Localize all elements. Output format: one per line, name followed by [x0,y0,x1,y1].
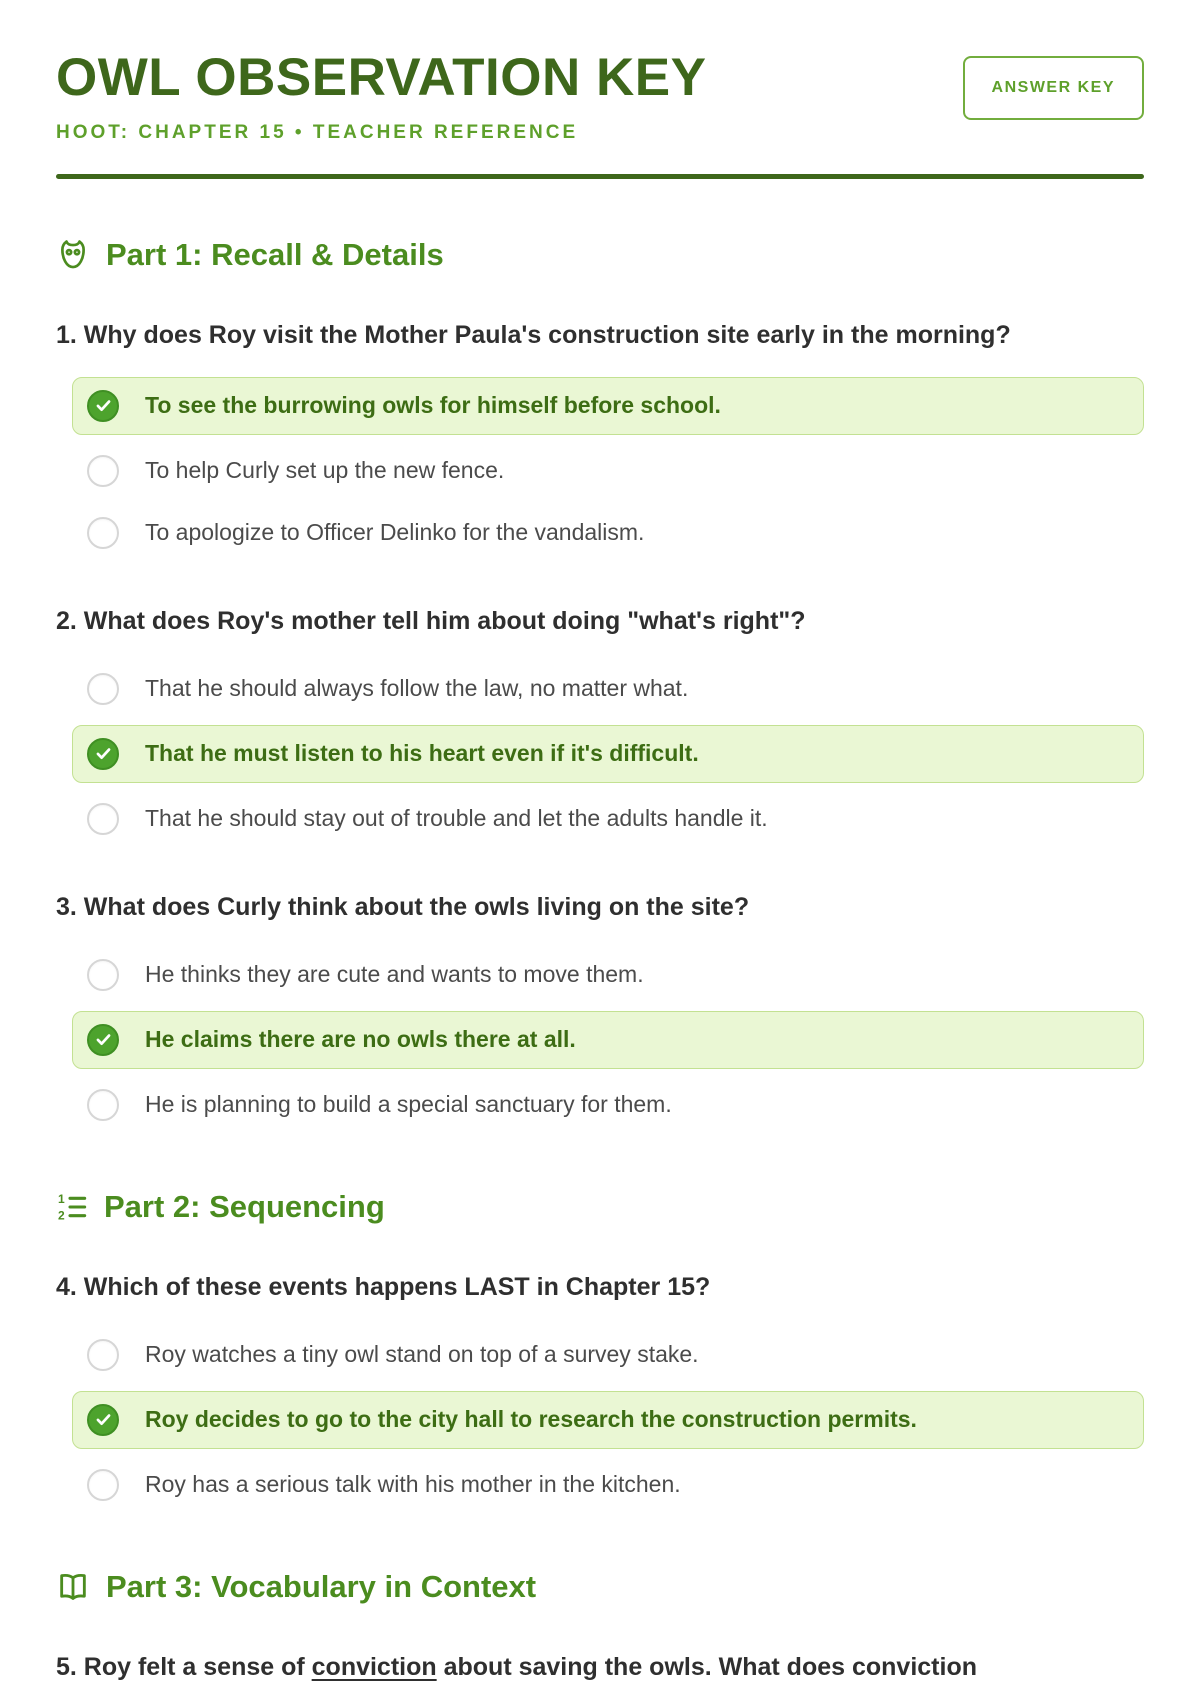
options-list [72,949,1144,1131]
correct-answer-option[interactable] [72,377,1144,435]
page-header [56,50,1144,144]
option-text: He claims there are no owls there at all. [145,1026,576,1053]
correct-answer-option[interactable] [72,725,1144,783]
owl-icon [56,238,90,272]
section-title [56,1189,1144,1225]
radio-icon[interactable] [87,517,119,549]
option-text: He is planning to build a special sanctuary for them. [145,1091,672,1118]
radio-icon[interactable] [87,803,119,835]
answer-key-button[interactable]: ANSWER KEY [963,56,1144,120]
radio-icon[interactable] [87,455,119,487]
header-titles [56,50,706,144]
option-text: To help Curly set up the new fence. [145,457,505,484]
question-text-segment: conviction [851,1652,977,1681]
radio-icon[interactable] [87,673,119,705]
check-icon[interactable] [87,390,119,422]
option-text: Roy watches a tiny owl stand on top of a survey stake. [145,1341,699,1368]
quiz-section [56,1189,1144,1511]
answer-option[interactable] [72,793,1144,845]
check-icon[interactable] [87,738,119,770]
section-title [56,237,1144,273]
check-icon[interactable] [87,1404,119,1436]
header-divider [56,174,1144,179]
question-text: 4. Which of these events happens LAST in Chapter 15? [56,1272,711,1301]
svg-text:2: 2 [58,1208,65,1223]
page-subtitle: HOOT: CHAPTER 15 • TEACHER REFERENCE [56,121,579,143]
numbered-list-icon [56,1191,88,1223]
answer-option[interactable] [72,445,1144,497]
section-title [56,1569,1144,1605]
section-title-text: Part 2: Sequencing [104,1188,385,1224]
option-text: That he must listen to his heart even if it's difficult. [145,740,699,767]
answer-option[interactable] [72,1079,1144,1131]
question-text: 1. Why does Roy visit the Mother Paula's construction site early in the morning? [56,320,1011,349]
options-list [72,663,1144,845]
correct-answer-option[interactable] [72,1011,1144,1069]
answer-option[interactable] [72,507,1144,559]
quiz-section [56,1569,1144,1687]
correct-answer-option[interactable] [72,1391,1144,1449]
question-text: 2. What does Roy's mother tell him about doing "what's right"? [56,606,806,635]
book-icon [56,1570,90,1604]
option-text: To apologize to Officer Delinko for the vandalism. [145,519,645,546]
option-text: To see the burrowing owls for himself before school. [145,392,721,419]
radio-icon[interactable] [87,1339,119,1371]
quiz-section [56,237,1144,1131]
answer-option[interactable] [72,1329,1144,1381]
question-text [56,1647,1144,1687]
section-title-text: Part 1: Recall & Details [106,236,444,272]
radio-icon[interactable] [87,1469,119,1501]
option-text: Roy has a serious talk with his mother in the kitchen. [145,1471,681,1498]
radio-icon[interactable] [87,959,119,991]
quiz-body [56,237,1144,1687]
answer-option[interactable] [72,1459,1144,1511]
section-title-text: Part 3: Vocabulary in Context [106,1568,537,1604]
answer-option[interactable] [72,663,1144,715]
page-title: OWL OBSERVATION KEY [56,48,707,107]
question-text: 3. What does Curly think about the owls living on the site? [56,892,750,921]
check-icon[interactable] [87,1024,119,1056]
answer-option[interactable] [72,949,1144,1001]
option-text: He thinks they are cute and wants to move them. [145,961,644,988]
options-list [72,1329,1144,1511]
radio-icon[interactable] [87,1089,119,1121]
option-text: That he should always follow the law, no matter what. [145,675,689,702]
question-text-segment: about saving the owls. What does [436,1652,852,1681]
option-text: Roy decides to go to the city hall to research the construction permits. [145,1406,917,1433]
question-text-segment: conviction [311,1652,437,1681]
options-list [72,377,1144,559]
svg-text:1: 1 [58,1191,65,1206]
question-text-segment: 5. Roy felt a sense of [56,1652,312,1681]
option-text: That he should stay out of trouble and let the adults handle it. [145,805,768,832]
